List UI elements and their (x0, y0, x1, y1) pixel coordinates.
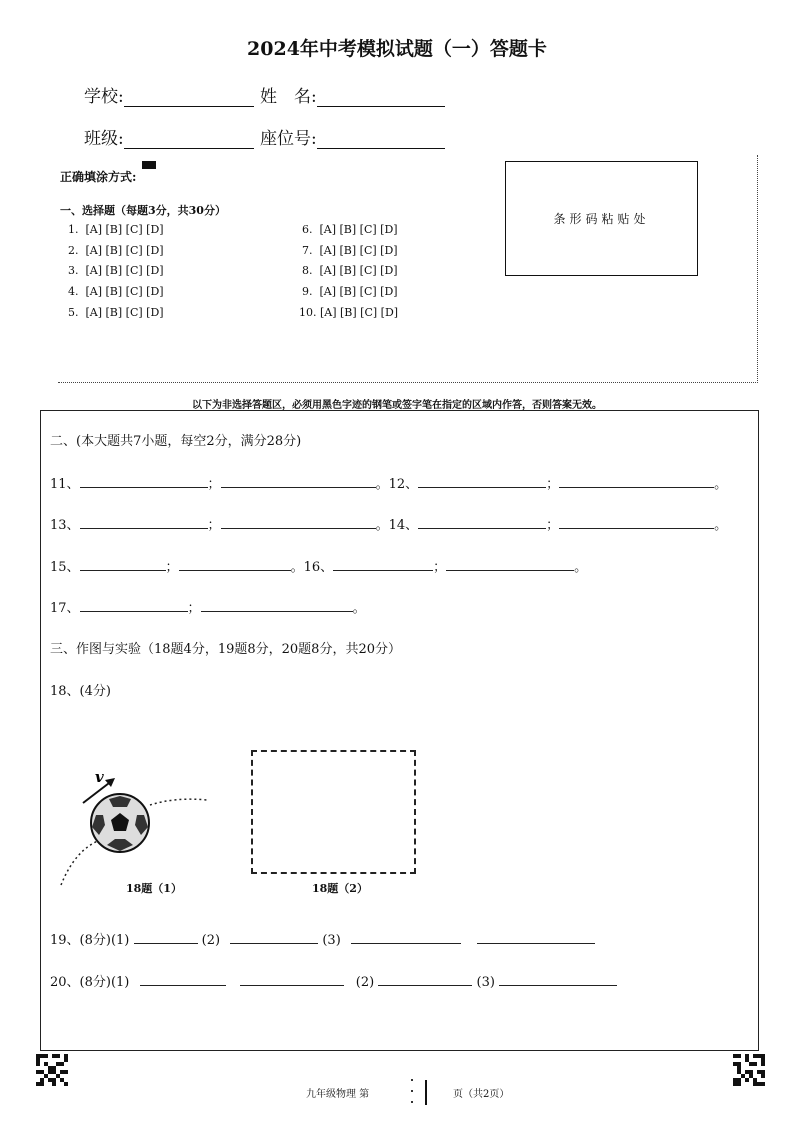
name-field (260, 82, 445, 107)
answer-frame (40, 410, 759, 1051)
separator: ； (165, 560, 179, 575)
mc-row-4[interactable]: 4. [A] [B] [C] [D] (68, 285, 164, 298)
q19-blank-1[interactable] (134, 930, 198, 944)
q12-blank-1[interactable] (418, 474, 546, 488)
q12-label: 12、 (388, 477, 419, 492)
q20-part2-label: (2) (355, 975, 375, 990)
class-field (84, 124, 254, 149)
filled-sample-mark (142, 161, 156, 169)
school-field (84, 82, 254, 107)
figure2-caption: 18题（2） (312, 882, 368, 895)
row-q13-q14 (50, 514, 727, 533)
footer-page-prefix: 九年级物理 第 (306, 1089, 370, 1100)
mc-row-3[interactable]: 3. [A] [B] [C] [D] (68, 264, 164, 277)
separator: ； (546, 477, 560, 492)
seat-input[interactable] (317, 130, 445, 149)
q16-label: 16、 (303, 560, 334, 575)
mc-row-8[interactable]: 8. [A] [B] [C] [D] (302, 264, 398, 277)
separator: 。 (290, 560, 304, 575)
q19-part3-label: (3) (322, 933, 341, 948)
mc-row-7[interactable]: 7. [A] [B] [C] [D] (302, 244, 398, 257)
region-divider-bottom (58, 382, 758, 383)
separator: 。 (375, 477, 389, 492)
q18-label: 18、(4分) (50, 684, 111, 699)
separator: ； (207, 518, 221, 533)
q14-blank-1[interactable] (418, 515, 546, 529)
mc-row-2[interactable]: 2. [A] [B] [C] [D] (68, 244, 164, 257)
q11-blank-2[interactable] (221, 474, 376, 488)
q19-part2-label: (2) (201, 933, 221, 948)
class-label: 班级: (84, 129, 124, 149)
name-input[interactable] (317, 88, 445, 107)
row-q11-q12 (50, 473, 727, 492)
q13-blank-1[interactable] (80, 515, 208, 529)
q17-blank-2[interactable] (201, 598, 353, 612)
q11-blank-1[interactable] (80, 474, 208, 488)
q17-blank-1[interactable] (80, 598, 188, 612)
right-qr-code-icon (733, 1054, 765, 1086)
separator: ； (546, 518, 560, 533)
left-qr-code-icon (36, 1054, 68, 1086)
separator: 。 (375, 518, 389, 533)
separator: 。 (352, 601, 366, 616)
q20-blank-1[interactable] (140, 972, 226, 986)
seat-field (260, 124, 445, 149)
q15-label: 15、 (50, 560, 80, 575)
q16-blank-2[interactable] (446, 557, 574, 571)
mc-row-1[interactable]: 1. [A] [B] [C] [D] (68, 223, 164, 236)
q12-blank-2[interactable] (559, 474, 714, 488)
separator: ； (187, 601, 201, 616)
separator: 。 (714, 518, 728, 533)
q11-label: 11、 (50, 477, 80, 492)
q14-label: 14、 (388, 518, 419, 533)
barcode-label: 条形码粘贴处 (553, 212, 650, 226)
row-q19 (50, 929, 595, 948)
q19-blank-4[interactable] (477, 930, 595, 944)
name-label: 姓 名: (260, 87, 317, 107)
school-label: 学校: (84, 87, 124, 107)
footer-page-suffix: 页（共2页） (453, 1089, 510, 1100)
mc-row-6[interactable]: 6. [A] [B] [C] [D] (302, 223, 398, 236)
seat-label: 座位号: (260, 129, 317, 149)
page-number-dots (411, 1079, 413, 1105)
separator: ； (207, 477, 221, 492)
q20-label: 20、(8分)(1) (50, 975, 130, 990)
row-q17 (50, 597, 366, 616)
mc-row-10[interactable]: 10. [A] [B] [C] [D] (299, 306, 399, 319)
q17-label: 17、 (50, 601, 80, 616)
q19-blank-3[interactable] (351, 930, 461, 944)
section3-title: 三、作图与实验（18题4分，19题8分，20题8分，共20分） (50, 642, 401, 657)
page-number-box (425, 1080, 427, 1105)
soccer-ball-figure (55, 755, 220, 890)
school-input[interactable] (124, 88, 254, 107)
section1-title: 一、选择题（每题3分，共30分） (60, 204, 226, 217)
page-title: 2024年中考模拟试题（一）答题卡 (247, 38, 547, 60)
q20-blank-3[interactable] (378, 972, 472, 986)
class-input[interactable] (124, 130, 254, 149)
region-divider-right (757, 155, 758, 383)
q15-blank-2[interactable] (179, 557, 291, 571)
q14-blank-2[interactable] (559, 515, 714, 529)
fill-method-label: 正确填涂方式: (60, 170, 137, 184)
drawing-box[interactable] (251, 750, 416, 874)
figure1-caption: 18题（1） (126, 882, 182, 895)
trajectory-path-upper (150, 799, 207, 805)
q13-label: 13、 (50, 518, 80, 533)
separator: ； (433, 560, 447, 575)
separator: 。 (574, 560, 588, 575)
q19-blank-2[interactable] (230, 930, 318, 944)
row-q20 (50, 971, 617, 990)
separator: 。 (714, 477, 728, 492)
q20-part3-label: (3) (476, 975, 495, 990)
mc-row-9[interactable]: 9. [A] [B] [C] [D] (302, 285, 398, 298)
mc-row-5[interactable]: 5. [A] [B] [C] [D] (68, 306, 164, 319)
section2-title: 二、(本大题共7小题，每空2分，满分28分) (50, 434, 302, 449)
q13-blank-2[interactable] (221, 515, 376, 529)
row-q15-q16 (50, 556, 587, 575)
q15-blank-1[interactable] (80, 557, 166, 571)
trajectory-path-lower (61, 840, 100, 885)
q20-blank-4[interactable] (499, 972, 617, 986)
q16-blank-1[interactable] (333, 557, 433, 571)
answer-area-notice: 以下为非选择答题区，必须用黑色字迹的钢笔或签字笔在指定的区域内作答，否则答案无效。 (192, 400, 602, 411)
q20-blank-2[interactable] (240, 972, 344, 986)
velocity-label: v (95, 768, 104, 786)
q19-label: 19、(8分)(1) (50, 933, 130, 948)
